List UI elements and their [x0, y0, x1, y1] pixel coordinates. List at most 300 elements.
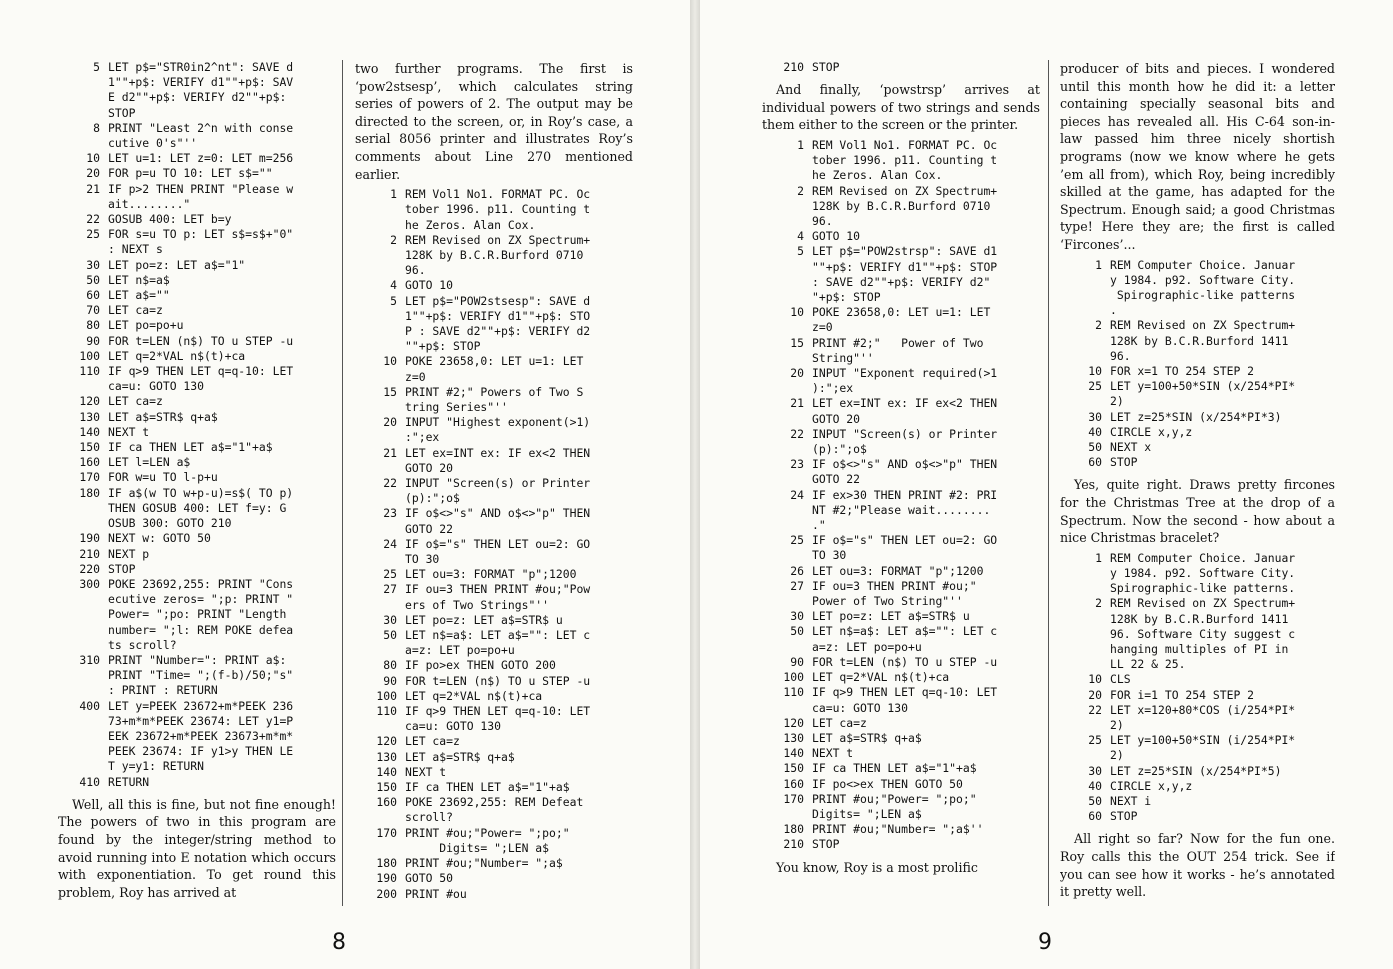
line-number: 130 [376, 749, 397, 764]
code-text: LET q=2*VAL n$(t)+ca [812, 670, 950, 685]
code-line [762, 716, 1040, 731]
code-continuation: Power of Two String"'' [812, 594, 963, 609]
code-line [762, 244, 1040, 259]
code-continuation: cutive 0's"'' [108, 136, 198, 151]
code-line [355, 780, 633, 795]
code-text: INPUT "Exponent required(>1 [812, 366, 998, 381]
code-text: NEXT x [1110, 439, 1152, 454]
code-text: LET y=PEEK 23672+m*PEEK 236 [108, 698, 294, 713]
line-number: 50 [790, 624, 804, 639]
line-number: 21 [383, 445, 397, 460]
code-line [58, 775, 336, 790]
code-continuation: Digits= ";LEN a$ [812, 806, 922, 821]
line-number: 50 [1088, 439, 1102, 454]
code-continuation: Spirographic-like patterns. [1110, 581, 1296, 596]
code-line [58, 227, 336, 242]
line-number: 180 [783, 822, 804, 837]
code-text: LET x=120+80*COS (i/254*PI* [1110, 702, 1296, 717]
code-line [58, 455, 336, 470]
line-number: 110 [79, 364, 100, 379]
code-continuation: Power= ";po: PRINT "Length [108, 607, 287, 622]
code-line [58, 653, 336, 668]
code-text: LET u=1: LET z=0: LET m=256 [108, 151, 294, 166]
code-line [355, 506, 633, 521]
code-continuation: ca=u: GOTO 130 [108, 379, 205, 394]
code-line [355, 446, 633, 461]
code-text: LET po=z: LET a$=STR$ u [812, 609, 970, 624]
right-page [700, 0, 1393, 969]
code-line [762, 457, 1040, 472]
code-line [58, 410, 336, 425]
code-continuation: ers of Two Strings"'' [405, 597, 550, 612]
code-continuation: Spirographic-like patterns [1110, 287, 1296, 302]
paragraph: And finally, ‘powstrsp’ arrives at individual powers of two strings and sends them either to the screen or the printer. [762, 82, 1040, 133]
code-line [355, 233, 633, 248]
code-line [1060, 440, 1335, 455]
code-continuation: ait........" [108, 196, 191, 211]
code-text: NEXT t [405, 764, 447, 779]
code-text: PRINT "Least 2^n with conse [108, 120, 294, 135]
code-line [355, 537, 633, 552]
code-text: NEXT i [1110, 794, 1152, 808]
code-continuation: NT #2;"Please wait........ [812, 502, 991, 517]
code-continuation: ecutive zeros= ";p: PRINT " [108, 592, 294, 607]
code-line [58, 547, 336, 562]
code-continuation: THEN GOSUB 400: LET f=y: G [108, 500, 287, 515]
paragraph: producer of bits and pieces. I wondered until this month how he did it: a letter containing specially seasonal bits and pieces has revealed all. His C-64 son-in-law passed him three nicely shortish programs (now we know where he gets ’em all from), which Roy, being incredibly skilled at the game, has adapted for the Spectrum. Enough said; a good Christmas type! Here they are; the first is called ‘Fircones’... [1060, 61, 1335, 252]
line-number: 21 [790, 396, 804, 411]
code-continuation: T y=y1: RETURN [108, 759, 205, 774]
code-text: LET y=100+50*SIN (x/254*PI* [1110, 379, 1296, 394]
code-text: PRINT #ou;"Number= ";a$ [405, 856, 563, 871]
code-line [355, 734, 633, 749]
code-text: IF a$(w TO w+p-u)=s$( TO p) [108, 485, 294, 500]
code-text: GOSUB 400: LET b=y [108, 212, 232, 227]
line-number: 21 [86, 181, 100, 196]
line-number: 25 [86, 227, 100, 242]
code-continuation: ""+p$: STOP [405, 339, 481, 354]
code-line [1060, 551, 1335, 566]
code-text: PRINT "Number=": PRINT a$: [108, 652, 287, 667]
code-line [762, 746, 1040, 761]
line-number: 30 [1088, 763, 1102, 778]
left-col-2 [355, 60, 633, 902]
code-continuation: GOTO 22 [405, 521, 454, 536]
code-text: LET ca=z [405, 734, 460, 749]
code-continuation: z=0 [812, 320, 833, 335]
code-text: NEXT t [812, 746, 854, 761]
code-text: REM Vol1 No1. FORMAT PC. Oc [405, 187, 591, 202]
code-text: LET ou=3: FORMAT "p";1200 [405, 567, 577, 582]
code-text: LET a$=STR$ q+a$ [108, 409, 218, 424]
paragraph: You know, Roy is a most prolific [776, 859, 978, 875]
line-number: 120 [79, 394, 100, 409]
code-line [762, 579, 1040, 594]
line-number: 400 [79, 698, 100, 713]
code-text: LET q=2*VAL n$(t)+ca [405, 688, 543, 703]
code-continuation: EEK 23672+m*PEEK 23673+m*m* [108, 728, 294, 743]
code-continuation: (p):";o$ [812, 442, 867, 457]
code-text: LET ou=3: FORMAT "p";1200 [812, 563, 984, 578]
code-text: LET y=100+50*SIN (i/254*PI* [1110, 733, 1296, 748]
code-continuation: String"'' [812, 350, 874, 365]
code-text: CLS [1110, 672, 1131, 687]
line-number: 26 [790, 563, 804, 578]
code-line [1060, 455, 1335, 470]
line-number: 300 [79, 576, 100, 591]
code-continuation: : PRINT : RETURN [108, 683, 218, 698]
code-continuation: he Zeros. Alan Cox. [405, 217, 536, 232]
line-number: 150 [79, 440, 100, 455]
code-continuation: :";ex [405, 430, 440, 445]
code-text: LET ex=INT ex: IF ex<2 THEN [812, 396, 998, 411]
line-number: 30 [790, 609, 804, 624]
line-number: 23 [790, 457, 804, 472]
code-continuation: ca=u: GOTO 130 [405, 719, 502, 734]
code-line [762, 564, 1040, 579]
page-number: 8 [332, 930, 346, 955]
code-text: IF o$<>"s" AND o$<>"p" THEN [812, 457, 998, 472]
line-number: 90 [86, 333, 100, 348]
code-text: POKE 23692,255: REM Defeat [405, 795, 584, 810]
code-text: IF o$<>"s" AND o$<>"p" THEN [405, 506, 591, 521]
line-number: 130 [783, 730, 804, 745]
paragraph: Well, all this is fine, but not fine enough! The powers of two in this program are found by the integer/string method to avoid running into E notation which occurs with exponentiation. To get round this problem, Roy has arrived at [58, 796, 336, 900]
code-text: FOR p=u TO 10: LET s$="" [108, 166, 273, 181]
code-listing [355, 187, 633, 902]
code-line [1060, 688, 1335, 703]
line-number: 40 [1088, 778, 1102, 793]
code-line [1060, 794, 1335, 809]
line-number: 80 [383, 658, 397, 673]
line-number: 5 [93, 60, 100, 74]
code-line [1060, 672, 1335, 687]
code-text: STOP [1110, 809, 1138, 824]
code-text: FOR s=u TO p: LET s$=s$+"0" [108, 227, 294, 242]
code-continuation: 96. Software City suggest c [1110, 626, 1296, 641]
code-continuation: 96. [1110, 348, 1131, 363]
code-text: LET ca=z [108, 303, 163, 318]
code-text: REM Revised on ZX Spectrum+ [405, 232, 591, 247]
line-number: 170 [783, 791, 804, 806]
code-line [355, 689, 633, 704]
code-text: FOR t=LEN (n$) TO u STEP -u [108, 333, 294, 348]
code-text: REM Computer Choice. Januar [1110, 257, 1296, 272]
line-number: 140 [376, 764, 397, 779]
code-continuation: 128K by B.C.R.Burford 1411 [1110, 611, 1289, 626]
code-text: LET po=z: LET a$=STR$ u [405, 612, 563, 627]
left-col-1 [58, 60, 336, 901]
code-line [58, 273, 336, 288]
line-number: 24 [383, 536, 397, 551]
code-continuation: ):";ex [812, 381, 854, 396]
code-line [762, 761, 1040, 776]
code-line [355, 674, 633, 689]
code-continuation: a=z: LET po=po+u [812, 639, 922, 654]
line-number: 30 [383, 612, 397, 627]
line-number: 25 [383, 567, 397, 582]
code-line [1060, 318, 1335, 333]
code-line [58, 166, 336, 181]
line-number: 22 [86, 212, 100, 227]
line-number: 120 [783, 715, 804, 730]
code-line [355, 582, 633, 597]
line-number: 180 [376, 856, 397, 871]
code-continuation: Digits= ";LEN a$ [405, 840, 550, 855]
code-continuation: E d2""+p$: VERIFY d2""+p$: [108, 90, 287, 105]
code-line [762, 837, 1040, 852]
code-listing [762, 138, 1040, 853]
line-number: 80 [86, 318, 100, 333]
code-text: FOR i=1 TO 254 STEP 2 [1110, 687, 1255, 702]
line-number: 170 [376, 825, 397, 840]
code-text: LET p$="POW2strsp": SAVE d1 [812, 244, 998, 259]
line-number: 20 [790, 366, 804, 381]
code-continuation: TO 30 [812, 548, 847, 563]
code-text: STOP [812, 837, 840, 852]
code-continuation: GOTO 22 [812, 472, 861, 487]
line-number: 410 [79, 774, 100, 789]
code-line [762, 685, 1040, 700]
code-line [355, 765, 633, 780]
line-number: 22 [383, 476, 397, 491]
code-continuation: 96. [405, 263, 426, 278]
line-number: 10 [86, 151, 100, 166]
code-line [355, 795, 633, 810]
code-text: LET a$=STR$ q+a$ [405, 749, 515, 764]
line-number: 150 [783, 761, 804, 776]
line-number: 60 [1088, 455, 1102, 470]
code-continuation: 2) [1110, 717, 1124, 732]
code-text: IF ca THEN LET a$="1"+a$ [405, 780, 570, 795]
code-text: IF ou=3 THEN PRINT #ou;" [812, 578, 977, 593]
page-number: 9 [1038, 930, 1052, 955]
line-number: 2 [390, 232, 397, 247]
code-continuation: ca=u: GOTO 130 [812, 700, 909, 715]
code-line [58, 303, 336, 318]
code-text: GOTO 10 [812, 229, 861, 244]
code-line [762, 609, 1040, 624]
line-number: 4 [390, 278, 397, 293]
line-number: 210 [783, 60, 804, 74]
code-continuation: ." [812, 518, 826, 533]
paragraph: All right so far? Now for the fun one. Roy calls this the OUT 254 trick. See if you can see how it works - he’s annotated it pretty well. [1060, 831, 1335, 900]
code-text: NEXT p [108, 546, 150, 561]
line-number: 5 [390, 293, 397, 308]
code-continuation: 1""+p$: VERIFY d1""+p$: SAV [108, 75, 294, 90]
code-continuation: 128K by B.C.R.Burford 0710 [812, 198, 991, 213]
code-line [762, 822, 1040, 837]
code-line [762, 731, 1040, 746]
line-number: 1 [390, 187, 397, 202]
line-number: 110 [783, 685, 804, 700]
code-text: IF o$="s" THEN LET ou=2: GO [405, 536, 591, 551]
code-line [355, 278, 633, 293]
line-number: 25 [790, 533, 804, 548]
code-continuation: . [1110, 303, 1117, 318]
code-text: INPUT "Screen(s) or Printer [405, 476, 591, 491]
code-continuation: TO 30 [405, 552, 440, 567]
code-text: FOR t=LEN (n$) TO u STEP -u [812, 654, 998, 669]
code-continuation: y 1984. p92. Software City. [1110, 272, 1296, 287]
code-line [58, 440, 336, 455]
code-line [1060, 733, 1335, 748]
code-text: LET q=2*VAL n$(t)+ca [108, 348, 246, 363]
code-text: RETURN [108, 774, 150, 789]
code-line [762, 336, 1040, 351]
line-number: 70 [86, 303, 100, 318]
code-continuation: GOTO 20 [405, 460, 454, 475]
right-col-2 [1060, 60, 1335, 901]
line-number: 20 [1088, 687, 1102, 702]
line-number: 2 [1095, 318, 1102, 333]
line-number: 200 [376, 886, 397, 901]
code-line [58, 364, 336, 379]
line-number: 130 [79, 409, 100, 424]
code-line [762, 624, 1040, 639]
book-gutter [690, 0, 700, 969]
code-line [762, 229, 1040, 244]
line-number: 2 [797, 183, 804, 198]
line-number: 210 [783, 837, 804, 852]
code-text: LET p$="STR0in2^nt": SAVE d [108, 60, 294, 74]
code-continuation: 128K by B.C.R.Burford 0710 [405, 247, 584, 262]
code-listing [762, 60, 1040, 75]
code-line [58, 334, 336, 349]
code-continuation: STOP [108, 105, 136, 120]
code-line [1060, 364, 1335, 379]
line-number: 50 [1088, 794, 1102, 808]
code-continuation: z=0 [405, 369, 426, 384]
line-number: 310 [79, 652, 100, 667]
code-text: IF ca THEN LET a$="1"+a$ [812, 761, 977, 776]
code-text: PRINT #ou;"Power= ";po;" [812, 791, 977, 806]
line-number: 50 [383, 628, 397, 643]
code-text: IF po>ex THEN GOTO 200 [405, 658, 556, 673]
code-line [762, 792, 1040, 807]
line-number: 100 [783, 670, 804, 685]
code-line [762, 396, 1040, 411]
code-continuation: number= ";l: REM POKE defea [108, 622, 294, 637]
code-line [762, 655, 1040, 670]
code-line [762, 138, 1040, 153]
code-line [58, 349, 336, 364]
code-text: REM Vol1 No1. FORMAT PC. Oc [812, 137, 998, 152]
code-text: IF o$="s" THEN LET ou=2: GO [812, 533, 998, 548]
code-line [355, 658, 633, 673]
line-number: 1 [797, 137, 804, 152]
column-rule [1048, 60, 1049, 906]
code-line [355, 613, 633, 628]
line-number: 1 [1095, 257, 1102, 272]
code-line [762, 488, 1040, 503]
code-continuation: 2) [1110, 748, 1124, 763]
code-line [355, 294, 633, 309]
code-listing [1060, 551, 1335, 825]
code-line [355, 187, 633, 202]
code-text: INPUT "Highest exponent(>1) [405, 415, 591, 430]
line-number: 140 [79, 424, 100, 439]
code-text: LET a$=STR$ q+a$ [812, 730, 922, 745]
code-line [58, 470, 336, 485]
line-number: 30 [1088, 409, 1102, 424]
code-continuation: tober 1996. p11. Counting t [405, 202, 591, 217]
code-line [762, 184, 1040, 199]
code-text: LET z=25*SIN (x/254*PI*3) [1110, 409, 1282, 424]
line-number: 22 [1088, 702, 1102, 717]
code-text: PRINT #2;" Powers of Two S [405, 384, 584, 399]
code-text: LET po=z: LET a$="1" [108, 257, 246, 272]
code-line [58, 394, 336, 409]
code-line [58, 577, 336, 592]
code-line [58, 151, 336, 166]
code-text: IF q>9 THEN LET q=q-10: LET [108, 364, 294, 379]
line-number: 110 [376, 704, 397, 719]
code-text: STOP [108, 561, 136, 576]
code-line [1060, 779, 1335, 794]
code-line [58, 425, 336, 440]
code-line [58, 121, 336, 136]
code-line [1060, 764, 1335, 779]
code-continuation: 128K by B.C.R.Burford 1411 [1110, 333, 1289, 348]
line-number: 100 [376, 688, 397, 703]
line-number: 22 [790, 426, 804, 441]
code-continuation: ts scroll? [108, 637, 177, 652]
code-text: PRINT #ou [405, 886, 467, 901]
code-continuation: he Zeros. Alan Cox. [812, 168, 943, 183]
code-line [58, 182, 336, 197]
code-continuation: OSUB 300: GOTO 210 [108, 516, 232, 531]
code-text: LET p$="POW2stsesp": SAVE d [405, 293, 591, 308]
code-line [355, 628, 633, 643]
code-text: LET po=po+u [108, 318, 184, 333]
code-line [355, 871, 633, 886]
code-continuation: P : SAVE d2""+p$: VERIFY d2 [405, 323, 591, 338]
code-continuation: a=z: LET po=po+u [405, 643, 515, 658]
code-line [762, 305, 1040, 320]
code-line [762, 670, 1040, 685]
code-line [58, 288, 336, 303]
code-continuation: tring Series"'' [405, 400, 508, 414]
code-line [58, 531, 336, 546]
code-text: INPUT "Screen(s) or Printer [812, 426, 998, 441]
code-continuation: y 1984. p92. Software City. [1110, 565, 1296, 580]
code-line [1060, 410, 1335, 425]
line-number: 120 [376, 734, 397, 749]
code-line [58, 562, 336, 577]
code-continuation: PEEK 23674: IF y1>y THEN LE [108, 744, 294, 759]
code-line [355, 385, 633, 400]
code-text: LET a$="" [108, 288, 170, 303]
code-line [58, 699, 336, 714]
line-number: 2 [1095, 596, 1102, 611]
code-text: IF q>9 THEN LET q=q-10: LET [812, 685, 998, 700]
code-text: REM Revised on ZX Spectrum+ [812, 183, 998, 198]
line-number: 160 [376, 795, 397, 810]
code-continuation: scroll? [405, 810, 454, 825]
code-continuation: 73+m*m*PEEK 23674: LET y1=P [108, 713, 294, 728]
line-number: 90 [790, 654, 804, 669]
code-continuation: 96. [812, 214, 833, 228]
code-text: FOR x=1 TO 254 STEP 2 [1110, 363, 1255, 378]
code-line [1060, 703, 1335, 718]
line-number: 10 [1088, 672, 1102, 687]
code-text: IF po<>ex THEN GOTO 50 [812, 776, 963, 791]
line-number: 190 [376, 871, 397, 886]
code-text: PRINT #2;" Power of Two [812, 335, 984, 350]
code-line [355, 415, 633, 430]
code-text: STOP [1110, 455, 1138, 470]
